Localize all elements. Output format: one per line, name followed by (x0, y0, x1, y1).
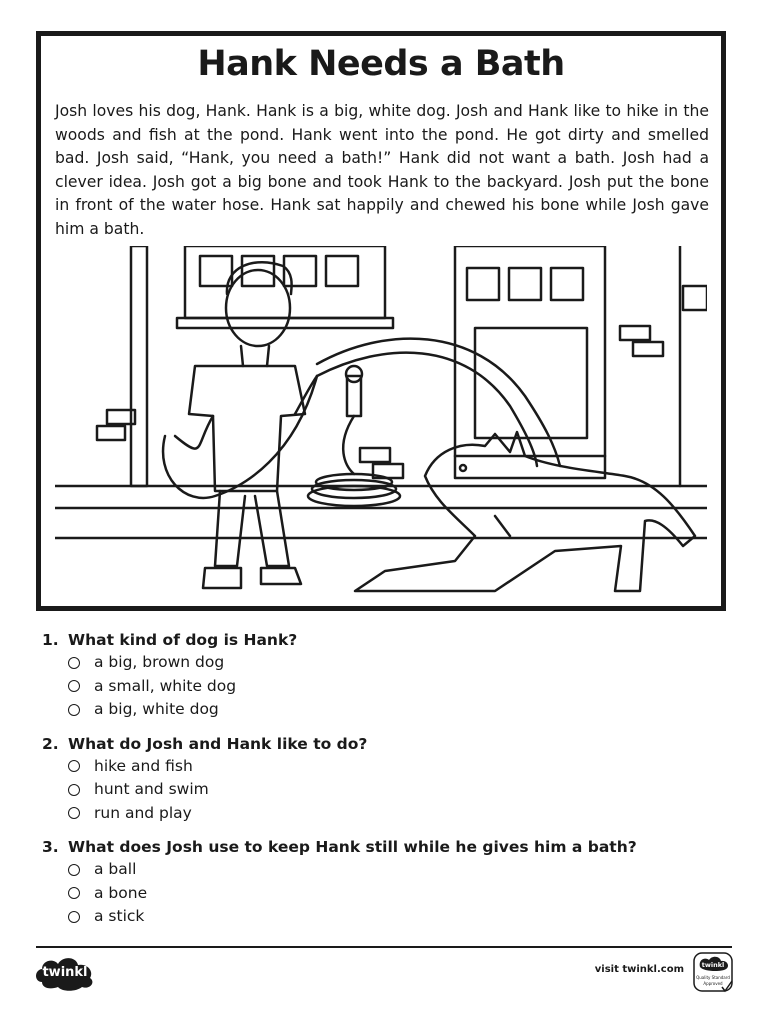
answer-option[interactable] (42, 651, 732, 675)
badge-line-2: Approved (703, 981, 723, 986)
radio-circle-icon[interactable] (68, 760, 80, 772)
answer-option[interactable] (42, 755, 732, 779)
answer-option-label: run and play (94, 803, 192, 822)
answer-option[interactable] (42, 698, 732, 722)
radio-circle-icon[interactable] (68, 680, 80, 692)
radio-circle-icon[interactable] (68, 807, 80, 819)
question-3 (42, 836, 732, 929)
page-title: Hank Needs a Bath (197, 44, 565, 84)
quality-badge-icon (692, 951, 734, 995)
question-text: What kind of dog is Hank? (68, 631, 298, 649)
question-text: What does Josh use to keep Hank still while he gives him a bath? (68, 838, 637, 856)
quality-badge (692, 951, 734, 995)
twinkl-logo[interactable] (32, 952, 98, 992)
story-passage: Josh loves his dog, Hank. Hank is a big, white dog. Josh and Hank like to hike in the woods and fish at the pond. Hank went into the pond. He got dirty and smelled bad. Josh said, “Hank, you need a bath!” Hank did not want a bath. Josh had a clever idea. Josh got a big bone and took Hank to the backyard. Josh put the bone in front of the water hose. Hank sat happily and chewed his bone while Josh gave him a bath. (55, 102, 709, 238)
story-illustration (55, 246, 707, 601)
logo-text: twinkl (42, 964, 88, 980)
answer-option-label: a stick (94, 907, 145, 925)
question-2 (42, 733, 732, 826)
answer-option-label: a bone (94, 883, 148, 902)
radio-circle-icon[interactable] (68, 864, 80, 876)
answer-option[interactable] (42, 778, 732, 802)
question-number: 3. (42, 838, 59, 856)
answer-option-label: hike and fish (94, 756, 193, 775)
answer-option[interactable] (42, 905, 732, 929)
badge-line-1: Quality Standard (696, 975, 730, 980)
question-text: What do Josh and Hank like to do? (68, 734, 368, 753)
answer-option[interactable] (42, 858, 732, 882)
answer-option-label: hunt and swim (94, 780, 209, 798)
answer-option[interactable] (42, 675, 732, 699)
story-frame (36, 31, 726, 611)
footer-divider (36, 946, 732, 948)
radio-circle-icon[interactable] (68, 657, 80, 669)
answer-option-label: a small, white dog (94, 676, 237, 695)
radio-circle-icon[interactable] (68, 784, 80, 796)
answer-option-label: a ball (94, 860, 137, 878)
visit-link[interactable]: visit twinkl.com (594, 964, 684, 975)
answer-option-label: a big, white dog (94, 700, 219, 718)
question-number: 2. (42, 734, 59, 753)
answer-option[interactable] (42, 882, 732, 906)
question-list (42, 629, 732, 940)
badge-brand: twinkl (701, 961, 725, 969)
radio-circle-icon[interactable] (68, 887, 80, 899)
radio-circle-icon[interactable] (68, 911, 80, 923)
radio-circle-icon[interactable] (68, 704, 80, 716)
question-1 (42, 629, 732, 722)
answer-option-label: a big, brown dog (94, 653, 225, 671)
answer-option[interactable] (42, 802, 732, 826)
question-number: 1. (42, 631, 59, 649)
